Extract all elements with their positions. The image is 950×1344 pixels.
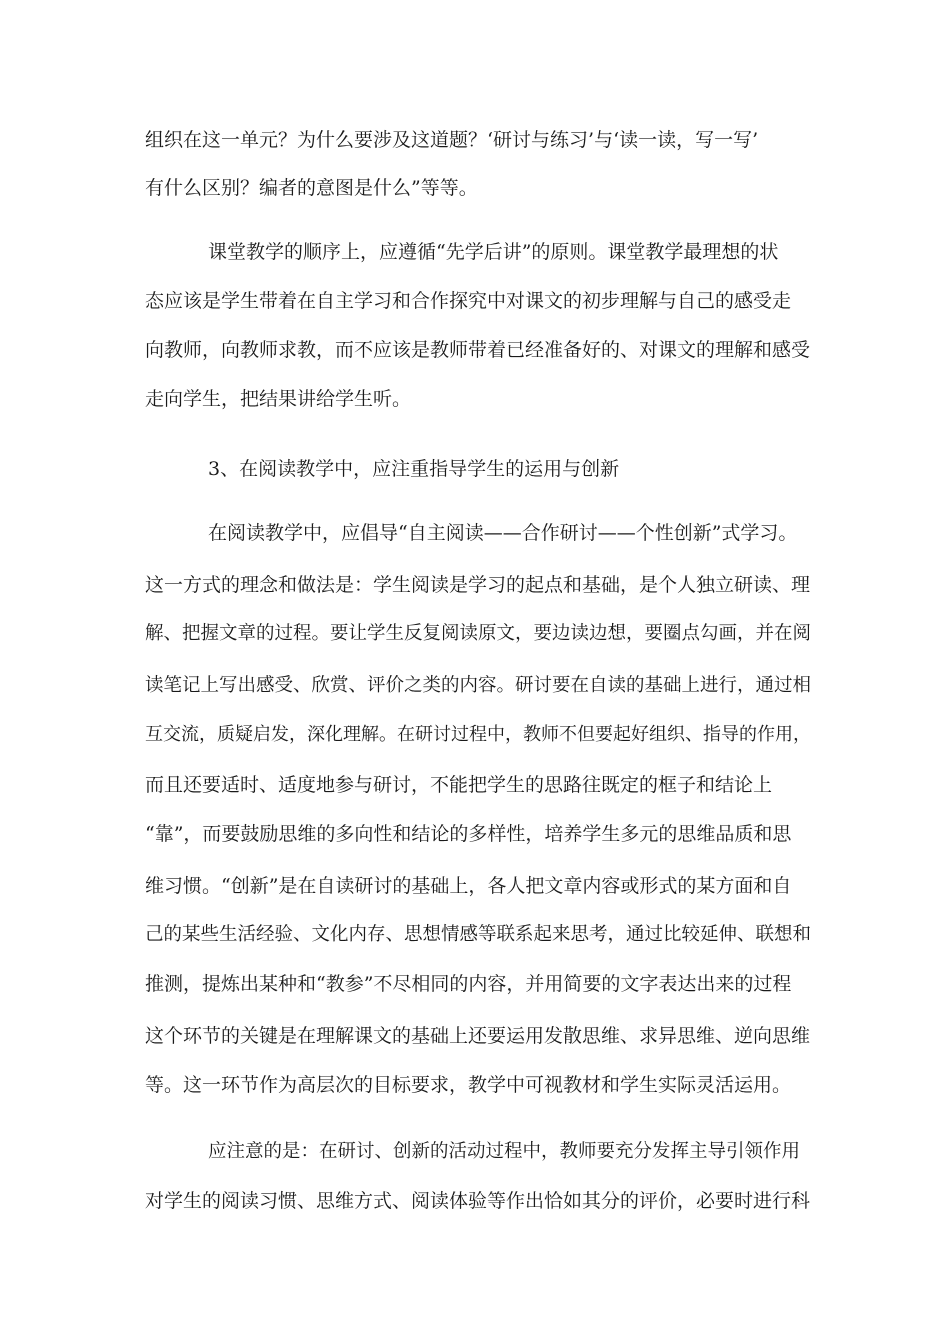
paragraph-first-line: 应注意的是：在研讨、创新的活动过程中，教师要充分发挥主导引领作用 <box>208 1141 801 1162</box>
text-line: 有什么区别？编者的意图是什么”等等。 <box>145 177 478 199</box>
text-line: 等。这一环节作为高层次的目标要求，教学中可视教材和学生实际灵活运用。 <box>145 1074 792 1096</box>
text-line: 向教师，向教师求教，而不应该是教师带着已经准备好的、对课文的理解和感受 <box>145 339 811 361</box>
text-line: 互交流，质疑启发，深化理解。在研讨过程中，教师不但要起好组织、指导的作用， <box>145 724 811 745</box>
paragraph-first-line: 在阅读教学中，应倡导“自主阅读——合作研讨——个性创新”式学习。 <box>208 522 798 544</box>
text-line: 而且还要适时、适度地参与研讨，不能把学生的思路往既定的框子和结论上 <box>145 774 773 796</box>
text-line: 读笔记上写出感受、欣赏、评价之类的内容。研讨要在自读的基础上进行，通过相 <box>145 675 812 696</box>
text-line: “靠”，而要鼓励思维的多向性和结论的多样性，培养学生多元的思维品质和思 <box>145 823 792 845</box>
text-line: 推测，提炼出某种和“教参”不尽相同的内容，并用简要的文字表达出来的过程 <box>145 973 792 995</box>
text-line: 维习惯。“创新”是在自读研讨的基础上，各人把文章内容或形式的某方面和自 <box>145 875 792 897</box>
paragraph-first-line: 课堂教学的顺序上，应遵循“先学后讲”的原则。课堂教学最理想的状 <box>208 241 779 263</box>
text-line: 解、把握文章的过程。要让学生反复阅读原文，要边读边想，要圈点勾画，并在阅 <box>145 623 812 644</box>
text-line: 这个环节的关键是在理解课文的基础上还要运用发散思维、求异思维、逆向思维 <box>145 1025 811 1047</box>
text-line: 这一方式的理念和做法是：学生阅读是学习的起点和基础，是个人独立研读、理 <box>145 574 811 596</box>
text-line: 态应该是学生带着在自主学习和合作探究中对课文的初步理解与自己的感受走 <box>145 290 792 312</box>
text-line: 走向学生，把结果讲给学生听。 <box>145 388 412 410</box>
text-line: 己的某些生活经验、文化内存、思想情感等联系起来思考，通过比较延伸、联想和 <box>145 924 812 945</box>
section-heading: 3、在阅读教学中，应注重指导学生的运用与创新 <box>208 458 620 480</box>
text-line: 对学生的阅读习惯、思维方式、阅读体验等作出恰如其分的评价，必要时进行科 <box>145 1190 811 1212</box>
text-line: 组织在这一单元？为什么要涉及这道题？‘研讨与练习’与‘读一读，写一写’ <box>145 129 759 151</box>
